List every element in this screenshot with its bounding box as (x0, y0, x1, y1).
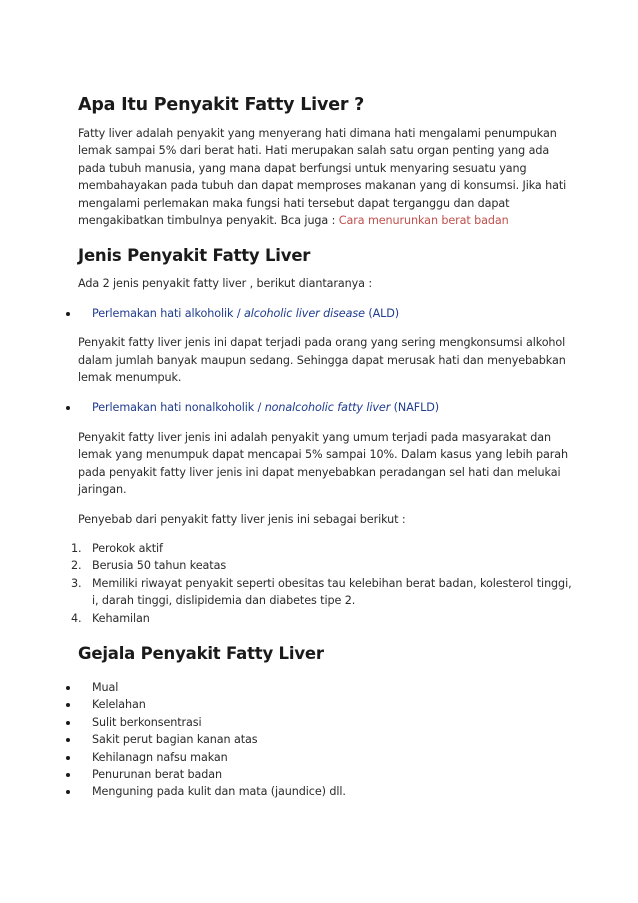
cause-text: Perokok aktif (92, 541, 163, 555)
type-list-nonalcoholic (78, 399, 578, 416)
symptom-text: Sulit berkonsentrasi (92, 715, 202, 729)
list-number: 4. (71, 611, 82, 625)
list-item-cause (71, 610, 578, 627)
causes-intro: Penyebab dari penyakit fatty liver jenis ini sebagai berikut : (78, 512, 406, 526)
ald-name: Perlemakan hati alkoholik / (92, 306, 244, 320)
nafld-name: Perlemakan hati nonalkoholik / (92, 401, 265, 415)
symptom-text: Kehilanagn nafsu makan (92, 750, 228, 764)
heading-what-is-fatty-liver: Apa Itu Penyakit Fatty Liver ? (78, 95, 365, 115)
symptom-text: Sakit perut bagian kanan atas (92, 733, 258, 747)
bullet-icon (66, 406, 70, 410)
bullet-icon (66, 721, 70, 725)
cause-text: Kehamilan (92, 611, 150, 625)
list-number: 3. (71, 576, 82, 590)
list-item-symptom (78, 714, 578, 731)
heading-symptoms: Gejala Penyakit Fatty Liver (78, 643, 324, 663)
symptoms-list (78, 679, 578, 801)
list-item-cause (71, 575, 578, 610)
list-number: 1. (71, 541, 82, 555)
nafld-abbr: (NAFLD) (390, 401, 439, 415)
list-item-ald (78, 305, 578, 322)
bullet-icon (66, 756, 70, 760)
bullet-icon (66, 686, 70, 690)
ald-description: Penyakit fatty liver jenis ini dapat terjadi pada orang yang sering mengkonsumsi alkohol dalam jumlah banyak maupun sedang. Sehingga dapat merusak hati dan menyebabkan lemak menumpuk. (78, 336, 566, 385)
cause-text: Berusia 50 tahun keatas (92, 559, 227, 573)
nafld-description: Penyakit fatty liver jenis ini adalah penyakit yang umum terjadi pada masyarakat dan lemak yang menumpuk dapat mencapai 5% sampai 10%. Dalam kasus yang lebih parah pada penyakit fatty liver jenis ini dapat menyebabkan peradangan sel hati dan melukai jaringan. (78, 430, 569, 497)
symptom-text: Menguning pada kulit dan mata (jaundice) dll. (92, 785, 346, 799)
list-item-cause (71, 557, 578, 574)
document-page (71, 93, 578, 801)
types-intro: Ada 2 jenis penyakit fatty liver , berikut diantaranya : (78, 277, 373, 291)
cause-text: Memiliki riwayat penyakit seperti obesitas tau kelebihan berat badan, kolesterol tinggi, i, darah tinggi, dislipidemia dan diabetes tipe 2. (92, 576, 572, 608)
heading-types: Jenis Penyakit Fatty Liver (78, 246, 311, 266)
symptom-text: Penurunan berat badan (92, 767, 222, 781)
bullet-icon (66, 703, 70, 707)
symptom-text: Kelelahan (92, 698, 146, 712)
list-item-symptom (78, 749, 578, 766)
list-item-symptom (78, 731, 578, 748)
symptom-text: Mual (92, 680, 119, 694)
nafld-english-name: nonalcoholic fatty liver (264, 401, 391, 415)
intro-paragraph (78, 125, 578, 229)
intro-text: Fatty liver adalah penyakit yang menyerang hati dimana hati mengalami penumpukan lemak sampai 5% dari berat hati. Hati merupakan salah satu organ penting yang ada pada tubuh manusia, yang mana dapat berfungsi untuk menyaring sesuatu yang membahayakan pada tubuh dan dapat memproses makanan yang di konsumsi. Jika hati mengalami perlemakan maka fungsi hati tersebut dapat terganggu dan dapat mengakibatkan timbulnya penyakit. Bca juga : (78, 127, 567, 228)
ald-english-name: alcoholic liver disease (243, 306, 365, 320)
list-item-symptom (78, 679, 578, 696)
list-item-nafld (78, 399, 578, 416)
bullet-icon (66, 773, 70, 777)
weight-loss-link[interactable]: Cara menurunkan berat badan (338, 214, 509, 228)
ald-abbr: (ALD) (364, 306, 400, 320)
causes-list (71, 540, 578, 627)
list-item-symptom (78, 766, 578, 783)
list-number: 2. (71, 559, 82, 573)
list-item-cause (71, 540, 578, 557)
list-item-symptom (78, 696, 578, 713)
type-list-alcoholic (78, 305, 578, 322)
bullet-icon (66, 738, 70, 742)
bullet-icon (66, 312, 70, 316)
bullet-icon (66, 790, 70, 794)
list-item-symptom (78, 783, 578, 800)
